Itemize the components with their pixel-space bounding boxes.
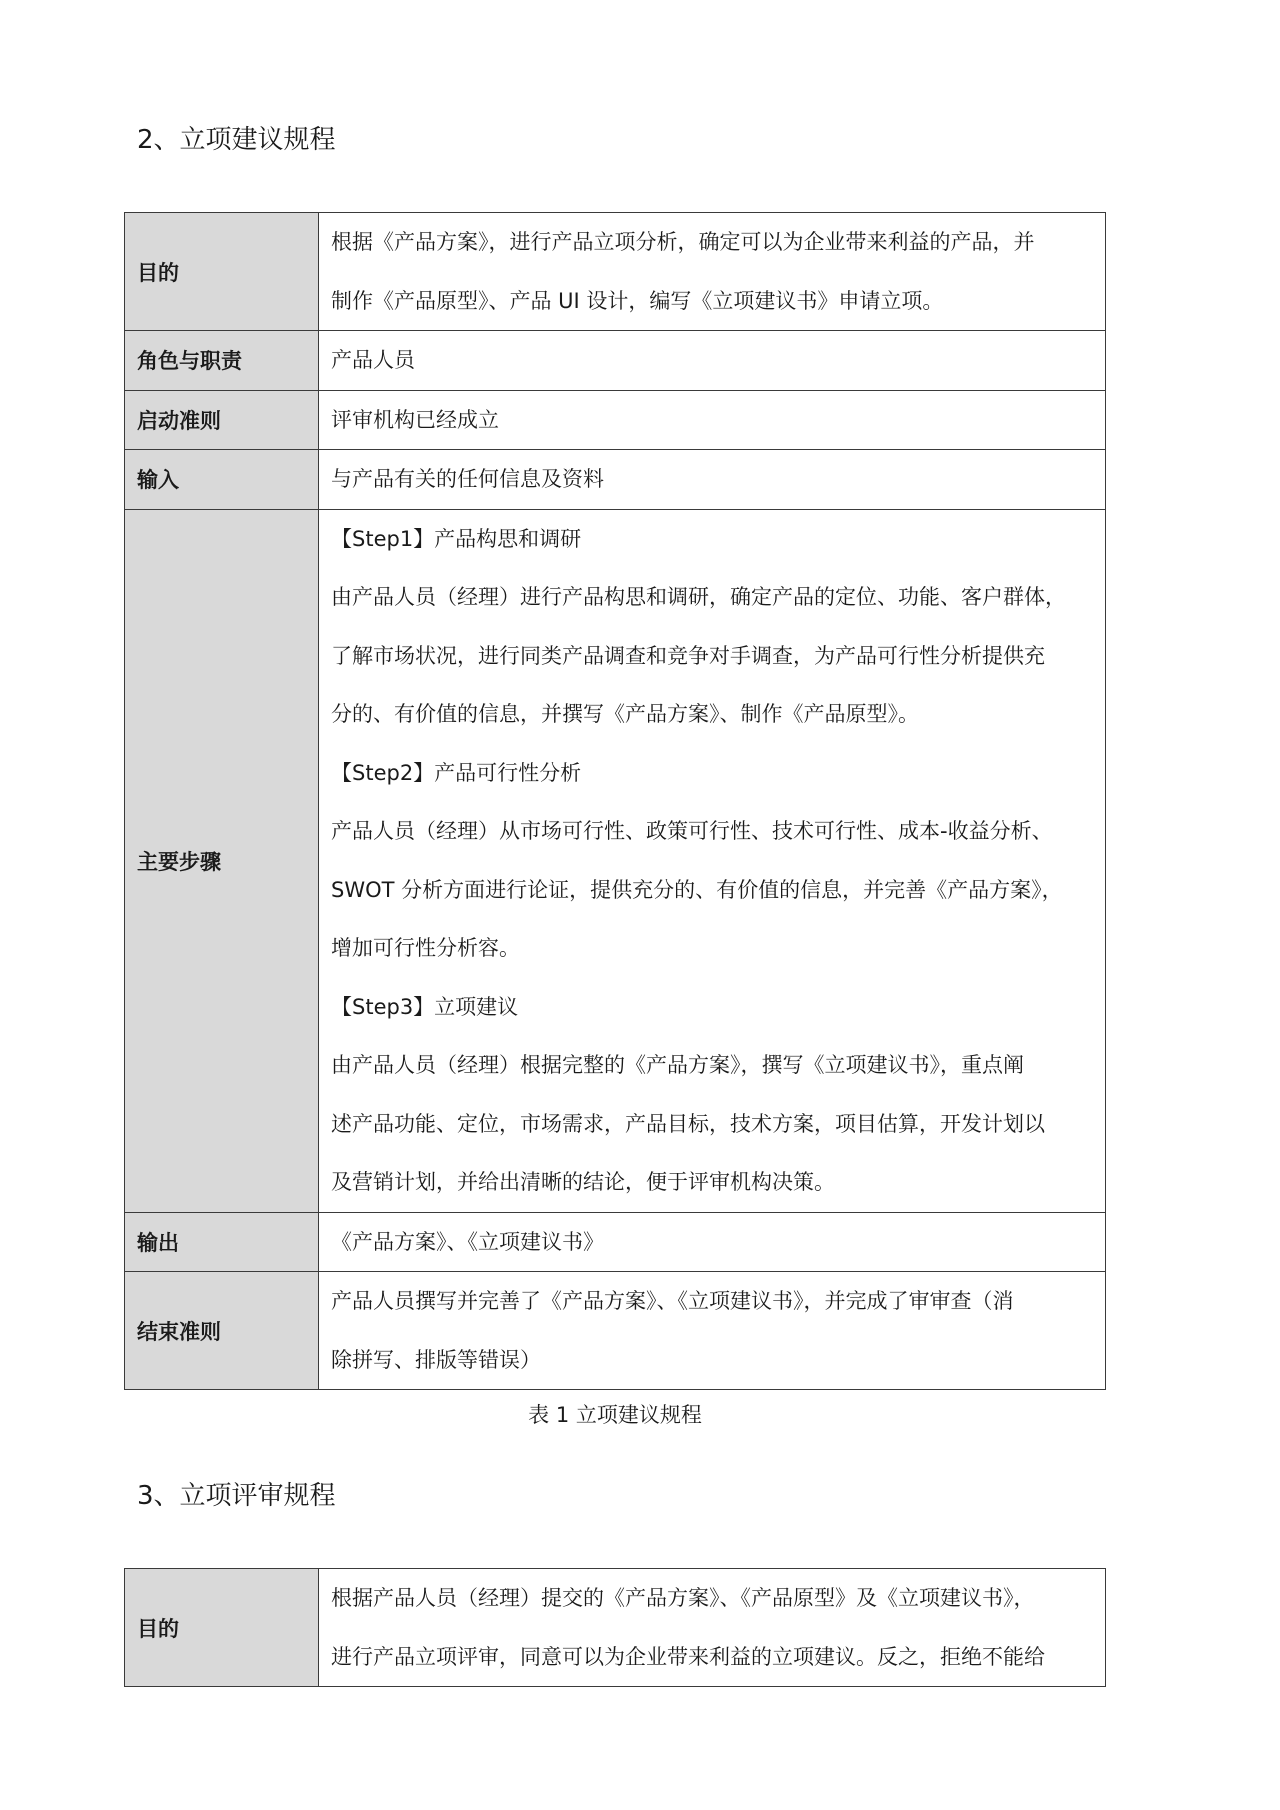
row-label: 输出: [125, 1212, 319, 1272]
row-content: [319, 331, 1106, 391]
table-caption: 表 1 立项建议规程: [528, 1403, 702, 1427]
table-body: [125, 213, 1106, 1390]
table-row: [125, 509, 1106, 1212]
table-row: [125, 331, 1106, 391]
table-row: [125, 450, 1106, 510]
content-line: 【Step1】产品构思和调研: [331, 526, 582, 551]
content-line: 评审机构已经成立: [331, 407, 499, 432]
content-line: 分的、有价值的信息，并撰写《产品方案》、制作《产品原型》。: [331, 702, 919, 726]
row-label: 启动准则: [125, 390, 319, 450]
row-content: [319, 213, 1106, 331]
table-row: [125, 1569, 1106, 1687]
row-label: 目的: [125, 213, 319, 331]
row-content: [319, 450, 1106, 510]
content-line: 增加可行性分析容。: [331, 936, 520, 960]
content-line: 了解市场状况，进行同类产品调查和竞争对手调查，为产品可行性分析提供充: [331, 643, 1045, 668]
project-review-table: [124, 1568, 1106, 1687]
row-content: [319, 1272, 1106, 1390]
content-line: 由产品人员（经理）根据完整的《产品方案》，撰写《立项建议书》，重点阐: [331, 1053, 1024, 1077]
content-line: SWOT 分析方面进行论证，提供充分的、有价值的信息，并完善《产品方案》，: [331, 877, 1063, 902]
row-content: [319, 390, 1106, 450]
content-line: 进行产品立项评审，同意可以为企业带来利益的立项建议。反之，拒绝不能给: [331, 1644, 1045, 1669]
row-label: 结束准则: [125, 1272, 319, 1390]
row-content: [319, 1569, 1106, 1687]
row-content: [319, 1212, 1106, 1272]
project-proposal-table: [124, 212, 1106, 1390]
table-row: [125, 1212, 1106, 1272]
content-line: 根据产品人员（经理）提交的《产品方案》、《产品原型》及《立项建议书》，: [331, 1586, 1035, 1610]
table-body: [125, 1569, 1106, 1687]
table-row: [125, 213, 1106, 331]
content-line: 及营销计划，并给出清晰的结论，便于评审机构决策。: [331, 1170, 835, 1194]
content-line: 除拼写、排版等错误）: [331, 1347, 541, 1372]
row-label: 角色与职责: [125, 331, 319, 391]
row-label: 目的: [125, 1569, 319, 1687]
content-line: 述产品功能、定位，市场需求，产品目标，技术方案，项目估算，开发计划以: [331, 1111, 1045, 1136]
table-row: [125, 390, 1106, 450]
section-3-heading: 3、立项评审规程: [137, 1481, 336, 1511]
content-line: 由产品人员（经理）进行产品构思和调研，确定产品的定位、功能、客户群体，: [331, 585, 1066, 609]
content-line: 根据《产品方案》，进行产品立项分析，确定可以为企业带来利益的产品，并: [331, 230, 1035, 254]
content-line: 产品人员: [331, 348, 415, 372]
content-line: 【Step3】立项建议: [331, 994, 519, 1019]
row-label: 输入: [125, 450, 319, 510]
content-line: 产品人员撰写并完善了《产品方案》、《立项建议书》，并完成了审审查（消: [331, 1289, 1014, 1313]
content-line: 产品人员（经理）从市场可行性、政策可行性、技术可行性、成本-收益分析、: [331, 819, 1053, 843]
content-line: 制作《产品原型》、产品 UI 设计，编写《立项建议书》申请立项。: [331, 288, 944, 313]
content-line: 【Step2】产品可行性分析: [331, 760, 582, 785]
content-line: 与产品有关的任何信息及资料: [331, 467, 604, 491]
table-row: [125, 1272, 1106, 1390]
row-content: [319, 509, 1106, 1212]
content-line: 《产品方案》、《立项建议书》: [331, 1229, 604, 1254]
section-2-heading: 2、立项建议规程: [137, 125, 336, 155]
row-label: 主要步骤: [125, 509, 319, 1212]
